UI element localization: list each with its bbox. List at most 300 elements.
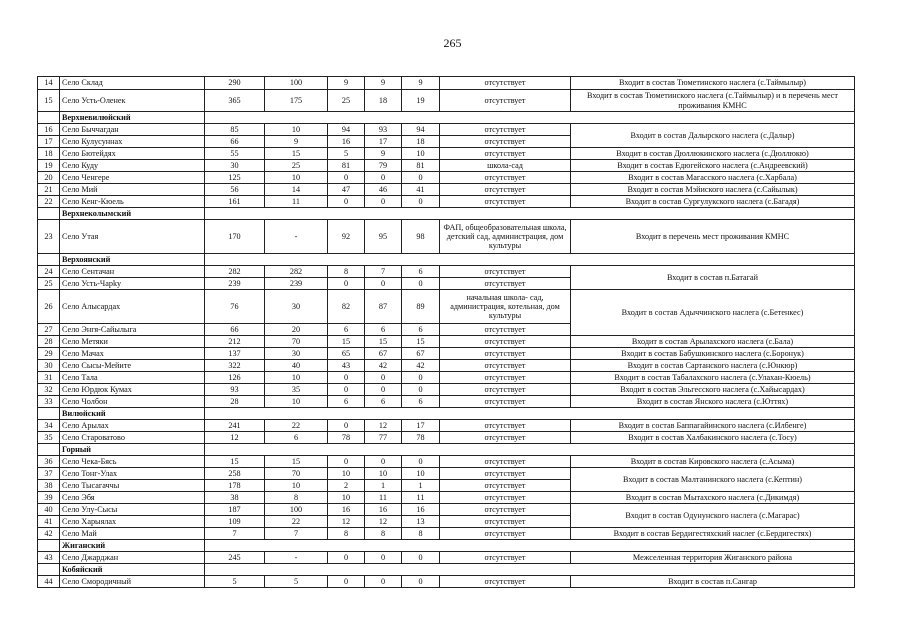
value-col-4: 67 (365, 348, 402, 360)
settlement-name: Село Сентачан (60, 266, 205, 278)
value-col-1: 28 (205, 396, 265, 408)
value-col-3: 9 (328, 77, 365, 90)
institutions-cell: отсутствует (440, 336, 571, 348)
value-col-1: 178 (205, 480, 265, 492)
value-col-2: 30 (265, 290, 328, 324)
value-col-5: 78 (402, 432, 440, 444)
value-col-3: 47 (328, 184, 365, 196)
value-col-2: 10 (265, 124, 328, 136)
value-col-1: 12 (205, 432, 265, 444)
table-row (38, 456, 855, 468)
region-spacer (205, 208, 855, 220)
value-col-4: 18 (365, 90, 402, 112)
region-num-cell (38, 444, 60, 456)
value-col-2: 100 (265, 77, 328, 90)
table-row (38, 384, 855, 396)
region-name: Верхнеколымский (60, 208, 205, 220)
value-col-5: 16 (402, 504, 440, 516)
settlement-name: Село Быччагдан (60, 124, 205, 136)
value-col-3: 8 (328, 528, 365, 540)
value-col-5: 81 (402, 160, 440, 172)
settlement-name: Село Утая (60, 220, 205, 254)
value-col-5: 42 (402, 360, 440, 372)
value-col-4: 15 (365, 336, 402, 348)
value-col-2: 10 (265, 172, 328, 184)
value-col-1: 322 (205, 360, 265, 372)
institutions-cell: отсутствует (440, 196, 571, 208)
value-col-5: 94 (402, 124, 440, 136)
region-header-row (38, 112, 855, 124)
membership-note: Межселенная территория Жиганского района (571, 552, 855, 564)
row-number: 18 (38, 148, 60, 160)
institutions-cell: отсутствует (440, 348, 571, 360)
membership-note: Входит в состав Сартанского наслега (с.Юнкюр) (571, 360, 855, 372)
value-col-3: 15 (328, 336, 365, 348)
row-number: 26 (38, 290, 60, 324)
settlement-name: Село Сысы-Мейите (60, 360, 205, 372)
institutions-cell: ФАП, общеобразовательная школа, детский сад, администрация, дом культуры (440, 220, 571, 254)
value-col-1: 66 (205, 324, 265, 336)
value-col-2: 35 (265, 384, 328, 396)
value-col-3: 0 (328, 456, 365, 468)
value-col-4: 0 (365, 172, 402, 184)
value-col-1: 258 (205, 468, 265, 480)
value-col-1: 245 (205, 552, 265, 564)
table-row (38, 528, 855, 540)
row-number: 17 (38, 136, 60, 148)
value-col-3: 65 (328, 348, 365, 360)
table-row (38, 396, 855, 408)
settlement-name: Село Май (60, 528, 205, 540)
institutions-cell: отсутствует (440, 504, 571, 516)
institutions-cell: отсутствует (440, 77, 571, 90)
institutions-cell: отсутствует (440, 136, 571, 148)
membership-note: Входит в состав Бердигестяхский наслег (с.Бердигестях) (571, 528, 855, 540)
row-number: 32 (38, 384, 60, 396)
value-col-1: 239 (205, 278, 265, 290)
value-col-4: 9 (365, 77, 402, 90)
value-col-2: 282 (265, 266, 328, 278)
value-col-2: 7 (265, 528, 328, 540)
membership-note: Входит в состав Одунунского наслега (с.Магарас) (571, 504, 855, 528)
value-col-3: 0 (328, 196, 365, 208)
value-col-4: 42 (365, 360, 402, 372)
value-col-3: 12 (328, 516, 365, 528)
value-col-5: 41 (402, 184, 440, 196)
value-col-4: 6 (365, 396, 402, 408)
value-col-2: 10 (265, 372, 328, 384)
value-col-5: 0 (402, 372, 440, 384)
membership-note: Входит в состав Тюметинского наслега (с.Таймылыр) (571, 77, 855, 90)
region-name: Верхневилюйский (60, 112, 205, 124)
table-row (38, 77, 855, 90)
institutions-cell: отсутствует (440, 278, 571, 290)
row-number: 38 (38, 480, 60, 492)
value-col-2: 30 (265, 348, 328, 360)
membership-note: Входит в состав Эльгесского наслега (с.Хайысардах) (571, 384, 855, 396)
row-number: 21 (38, 184, 60, 196)
value-col-2: 8 (265, 492, 328, 504)
settlement-name: Село Улу-Сысы (60, 504, 205, 516)
membership-note: Входит в состав п.Сангар (571, 576, 855, 588)
value-col-3: 10 (328, 492, 365, 504)
value-col-4: 12 (365, 516, 402, 528)
value-col-4: 77 (365, 432, 402, 444)
institutions-cell: отсутствует (440, 172, 571, 184)
institutions-cell: отсутствует (440, 552, 571, 564)
membership-note: Входит в состав п.Батагай (571, 266, 855, 290)
value-col-3: 25 (328, 90, 365, 112)
value-col-4: 0 (365, 576, 402, 588)
value-col-2: 15 (265, 456, 328, 468)
value-col-5: 89 (402, 290, 440, 324)
value-col-3: 8 (328, 266, 365, 278)
row-number: 39 (38, 492, 60, 504)
institutions-cell: отсутствует (440, 456, 571, 468)
settlement-name: Село Склад (60, 77, 205, 90)
value-col-1: 365 (205, 90, 265, 112)
value-col-2: 5 (265, 576, 328, 588)
value-col-2: 22 (265, 516, 328, 528)
value-col-2: 100 (265, 504, 328, 516)
institutions-cell: отсутствует (440, 576, 571, 588)
membership-note: Входит в состав Халбакинского наслега (с.Тосу) (571, 432, 855, 444)
institutions-cell: отсутствует (440, 372, 571, 384)
region-name: Вилюйский (60, 408, 205, 420)
value-col-1: 38 (205, 492, 265, 504)
region-spacer (205, 254, 855, 266)
value-col-5: 0 (402, 384, 440, 396)
institutions-cell: отсутствует (440, 324, 571, 336)
settlement-name: Село Куду (60, 160, 205, 172)
region-num-cell (38, 540, 60, 552)
value-col-1: 66 (205, 136, 265, 148)
table-row (38, 336, 855, 348)
row-number: 22 (38, 196, 60, 208)
value-col-3: 0 (328, 278, 365, 290)
row-number: 34 (38, 420, 60, 432)
value-col-2: 40 (265, 360, 328, 372)
value-col-5: 11 (402, 492, 440, 504)
value-col-4: 11 (365, 492, 402, 504)
value-col-1: 282 (205, 266, 265, 278)
membership-note: Входит в состав Баппагайинского наслега (с.Илбенге) (571, 420, 855, 432)
membership-note: Входит в состав Мытахского наслега (с.Дикимдя) (571, 492, 855, 504)
value-col-3: 0 (328, 420, 365, 432)
table-row (38, 290, 855, 324)
value-col-3: 0 (328, 576, 365, 588)
table-row (38, 90, 855, 112)
value-col-5: 15 (402, 336, 440, 348)
membership-note: Входит в состав Едюгейского наслега (с.Андреевский) (571, 160, 855, 172)
value-col-1: 93 (205, 384, 265, 396)
value-col-3: 78 (328, 432, 365, 444)
region-spacer (205, 444, 855, 456)
value-col-2: 6 (265, 432, 328, 444)
value-col-4: 17 (365, 136, 402, 148)
value-col-4: 87 (365, 290, 402, 324)
row-number: 29 (38, 348, 60, 360)
region-num-cell (38, 112, 60, 124)
table-row (38, 504, 855, 516)
value-col-4: 0 (365, 456, 402, 468)
value-col-1: 56 (205, 184, 265, 196)
institutions-cell: отсутствует (440, 384, 571, 396)
value-col-5: 10 (402, 148, 440, 160)
region-num-cell (38, 254, 60, 266)
value-col-5: 6 (402, 266, 440, 278)
settlement-name: Село Бютейдях (60, 148, 205, 160)
region-spacer (205, 564, 855, 576)
region-header-row (38, 254, 855, 266)
membership-note: Входит в состав Тюметинского наслега (с.Таймылыр) и в перечень мест проживания КМНС (571, 90, 855, 112)
institutions-cell: отсутствует (440, 124, 571, 136)
table-row (38, 360, 855, 372)
row-number: 37 (38, 468, 60, 480)
table-row (38, 432, 855, 444)
settlement-name: Село Усть-Чарky (60, 278, 205, 290)
settlement-name: Село Кулусуннах (60, 136, 205, 148)
value-col-1: 5 (205, 576, 265, 588)
value-col-4: 0 (365, 196, 402, 208)
value-col-1: 170 (205, 220, 265, 254)
value-col-1: 85 (205, 124, 265, 136)
value-col-5: 6 (402, 324, 440, 336)
membership-note: Входит в состав Далырского наслега (с.Далыр) (571, 124, 855, 148)
membership-note: Входит в состав Адыччинского наслега (с.Бетенкес) (571, 290, 855, 336)
value-col-3: 0 (328, 372, 365, 384)
value-col-1: 76 (205, 290, 265, 324)
value-col-1: 212 (205, 336, 265, 348)
value-col-2: 10 (265, 396, 328, 408)
value-col-5: 0 (402, 456, 440, 468)
membership-note: Входит в состав Дюллюкинского наслега (с.Дюллюкю) (571, 148, 855, 160)
value-col-3: 81 (328, 160, 365, 172)
settlement-name: Село Кенг-Кюель (60, 196, 205, 208)
value-col-4: 9 (365, 148, 402, 160)
settlement-name: Село Тысагаччы (60, 480, 205, 492)
value-col-4: 12 (365, 420, 402, 432)
settlement-name: Село Эбя (60, 492, 205, 504)
value-col-4: 16 (365, 504, 402, 516)
settlement-name: Село Метяки (60, 336, 205, 348)
membership-note: Входит в состав Бабушкинского наслега (с.Боронук) (571, 348, 855, 360)
membership-note: Входит в состав Арылахского наслега (с.Бала) (571, 336, 855, 348)
row-number: 33 (38, 396, 60, 408)
institutions-cell: отсутствует (440, 432, 571, 444)
region-spacer (205, 112, 855, 124)
value-col-2: 10 (265, 480, 328, 492)
settlement-name: Село Тала (60, 372, 205, 384)
row-number: 36 (38, 456, 60, 468)
settlement-name: Село Мий (60, 184, 205, 196)
value-col-1: 7 (205, 528, 265, 540)
settlement-name: Село Мачах (60, 348, 205, 360)
value-col-3: 10 (328, 468, 365, 480)
value-col-4: 1 (365, 480, 402, 492)
value-col-5: 0 (402, 576, 440, 588)
value-col-5: 67 (402, 348, 440, 360)
settlement-name: Село Чолбон (60, 396, 205, 408)
membership-note: Входит в состав Мэйиского наслега (с.Сайылык) (571, 184, 855, 196)
institutions-cell: отсутствует (440, 90, 571, 112)
institutions-cell: отсутствует (440, 528, 571, 540)
value-col-2: - (265, 552, 328, 564)
value-col-1: 241 (205, 420, 265, 432)
value-col-4: 10 (365, 468, 402, 480)
row-number: 42 (38, 528, 60, 540)
value-col-5: 6 (402, 396, 440, 408)
region-num-cell (38, 208, 60, 220)
row-number: 27 (38, 324, 60, 336)
institutions-cell: отсутствует (440, 492, 571, 504)
institutions-cell: отсутствует (440, 360, 571, 372)
value-col-5: 13 (402, 516, 440, 528)
region-name: Кобяйский (60, 564, 205, 576)
value-col-2: 239 (265, 278, 328, 290)
row-number: 20 (38, 172, 60, 184)
table-row (38, 372, 855, 384)
value-col-1: 125 (205, 172, 265, 184)
value-col-4: 8 (365, 528, 402, 540)
value-col-5: 17 (402, 420, 440, 432)
row-number: 14 (38, 77, 60, 90)
membership-note: Входит в состав Магасского наслега (с.Харбала) (571, 172, 855, 184)
table-row (38, 552, 855, 564)
value-col-2: 14 (265, 184, 328, 196)
region-spacer (205, 408, 855, 420)
value-col-2: 175 (265, 90, 328, 112)
value-col-5: 0 (402, 278, 440, 290)
row-number: 25 (38, 278, 60, 290)
value-col-1: 290 (205, 77, 265, 90)
institutions-cell: отсутствует (440, 480, 571, 492)
row-number: 24 (38, 266, 60, 278)
membership-note: Входит в состав Табалахского наслега (с.Улахан-Кюель) (571, 372, 855, 384)
institutions-cell: начальная школа- сад, администрация, котельная, дом культуры (440, 290, 571, 324)
value-col-5: 9 (402, 77, 440, 90)
region-header-row (38, 408, 855, 420)
table-row (38, 148, 855, 160)
value-col-3: 2 (328, 480, 365, 492)
settlements-table (37, 76, 855, 588)
table-row (38, 172, 855, 184)
row-number: 28 (38, 336, 60, 348)
institutions-cell: отсутствует (440, 468, 571, 480)
value-col-4: 7 (365, 266, 402, 278)
table-row (38, 468, 855, 480)
page-number: 265 (443, 36, 462, 50)
value-col-4: 79 (365, 160, 402, 172)
value-col-1: 55 (205, 148, 265, 160)
value-col-4: 0 (365, 278, 402, 290)
value-col-3: 92 (328, 220, 365, 254)
table-row (38, 266, 855, 278)
value-col-3: 43 (328, 360, 365, 372)
row-number: 43 (38, 552, 60, 564)
value-col-1: 30 (205, 160, 265, 172)
value-col-1: 15 (205, 456, 265, 468)
value-col-5: 0 (402, 196, 440, 208)
row-number: 23 (38, 220, 60, 254)
value-col-1: 137 (205, 348, 265, 360)
value-col-2: 11 (265, 196, 328, 208)
value-col-3: 94 (328, 124, 365, 136)
value-col-3: 5 (328, 148, 365, 160)
settlement-name: Село Энгя-Сайылыга (60, 324, 205, 336)
institutions-cell: отсутствует (440, 396, 571, 408)
settlement-name: Село Ченгере (60, 172, 205, 184)
settlement-name: Село Юрдюк Кумах (60, 384, 205, 396)
value-col-4: 46 (365, 184, 402, 196)
value-col-3: 82 (328, 290, 365, 324)
region-header-row (38, 208, 855, 220)
value-col-5: 0 (402, 552, 440, 564)
value-col-3: 6 (328, 396, 365, 408)
value-col-5: 18 (402, 136, 440, 148)
table-row (38, 420, 855, 432)
region-name: Верхоянский (60, 254, 205, 266)
membership-note: Входит в состав Сургулукского наслега (с.Багадя) (571, 196, 855, 208)
settlement-name: Село Харыялах (60, 516, 205, 528)
region-num-cell (38, 564, 60, 576)
region-name: Горный (60, 444, 205, 456)
value-col-4: 93 (365, 124, 402, 136)
settlement-name: Село Джарджан (60, 552, 205, 564)
value-col-5: 8 (402, 528, 440, 540)
row-number: 44 (38, 576, 60, 588)
value-col-3: 0 (328, 172, 365, 184)
row-number: 40 (38, 504, 60, 516)
region-spacer (205, 540, 855, 552)
value-col-3: 16 (328, 136, 365, 148)
value-col-3: 0 (328, 384, 365, 396)
value-col-1: 126 (205, 372, 265, 384)
value-col-5: 1 (402, 480, 440, 492)
region-num-cell (38, 408, 60, 420)
value-col-2: 70 (265, 468, 328, 480)
membership-note: Входит в состав Янского наслега (с.Юттях) (571, 396, 855, 408)
institutions-cell: отсутствует (440, 148, 571, 160)
region-header-row (38, 540, 855, 552)
value-col-2: - (265, 220, 328, 254)
settlement-name: Село Усть-Оленек (60, 90, 205, 112)
membership-note: Входит в перечень мест проживания КМНС (571, 220, 855, 254)
value-col-4: 0 (365, 552, 402, 564)
institutions-cell: отсутствует (440, 420, 571, 432)
row-number: 41 (38, 516, 60, 528)
value-col-4: 0 (365, 372, 402, 384)
value-col-3: 0 (328, 552, 365, 564)
value-col-2: 70 (265, 336, 328, 348)
settlement-name: Село Тонг-Улах (60, 468, 205, 480)
membership-note: Входит в состав Кировского наслега (с.Асыма) (571, 456, 855, 468)
value-col-1: 109 (205, 516, 265, 528)
region-header-row (38, 564, 855, 576)
row-number: 31 (38, 372, 60, 384)
value-col-1: 187 (205, 504, 265, 516)
institutions-cell: школа-сад (440, 160, 571, 172)
table-row (38, 492, 855, 504)
value-col-2: 25 (265, 160, 328, 172)
value-col-3: 6 (328, 324, 365, 336)
value-col-5: 0 (402, 172, 440, 184)
row-number: 15 (38, 90, 60, 112)
row-number: 19 (38, 160, 60, 172)
institutions-cell: отсутствует (440, 184, 571, 196)
table-row (38, 220, 855, 254)
settlement-name: Село Алысардах (60, 290, 205, 324)
